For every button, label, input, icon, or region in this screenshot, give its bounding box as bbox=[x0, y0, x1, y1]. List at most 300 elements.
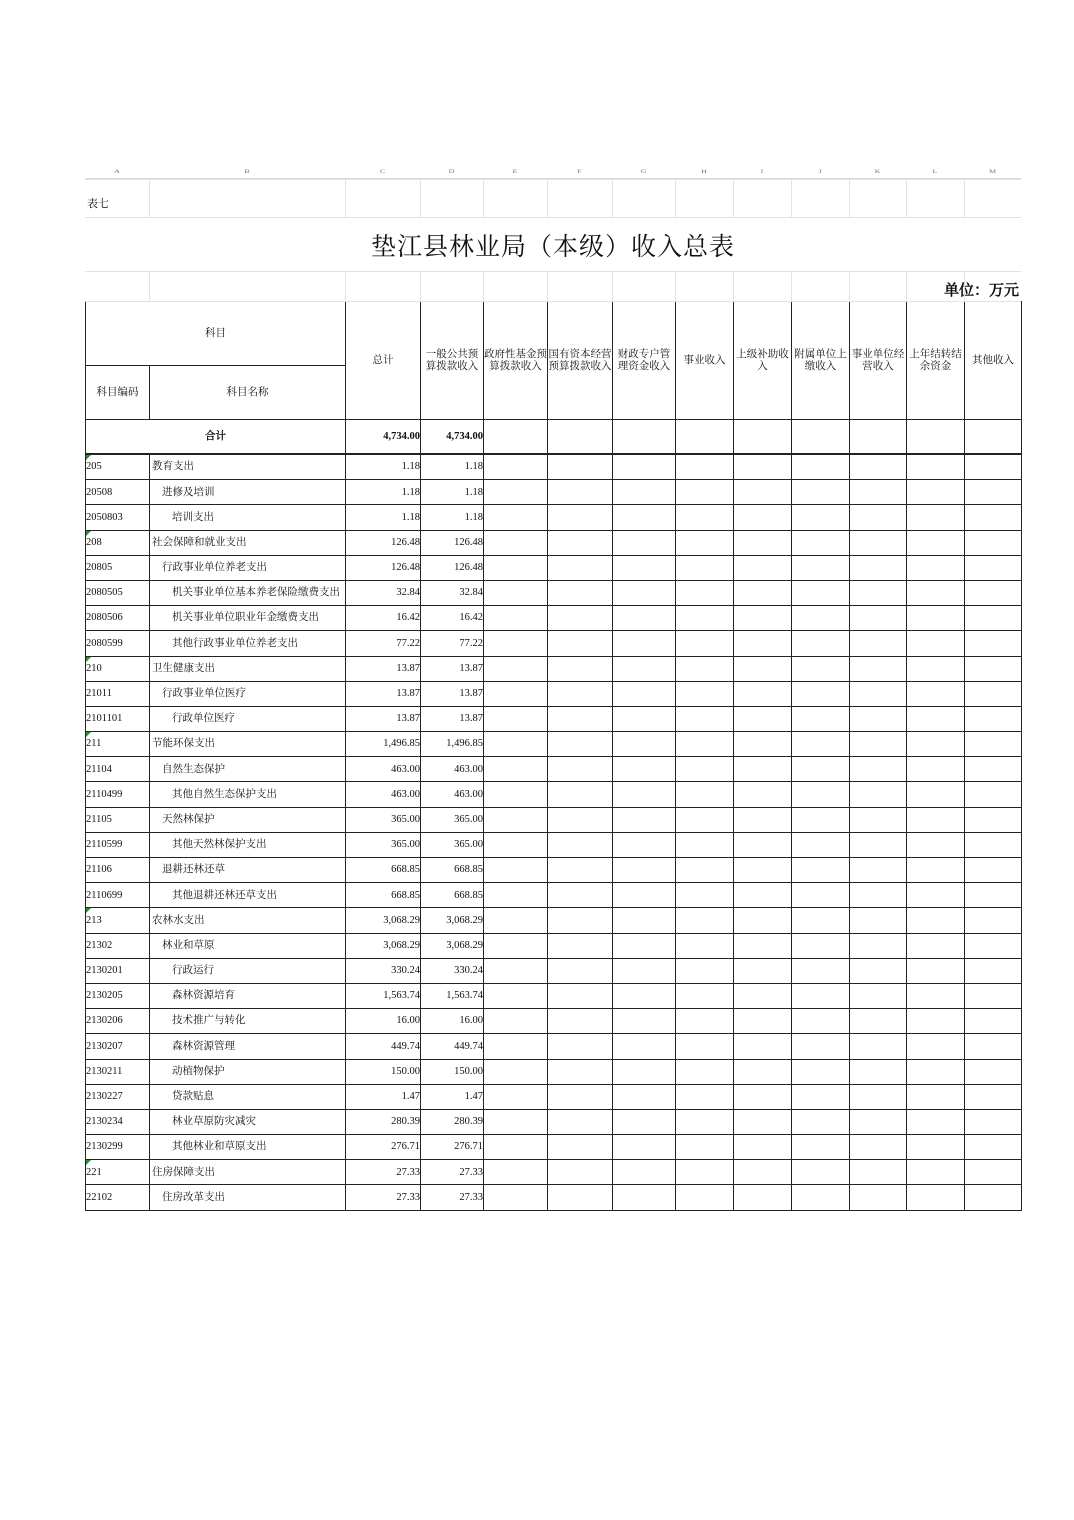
empty-cell[interactable] bbox=[484, 555, 548, 580]
column-letter[interactable]: D bbox=[448, 168, 455, 175]
empty-cell[interactable] bbox=[613, 1059, 676, 1084]
subject-name[interactable]: 进修及培训 bbox=[150, 480, 346, 505]
empty-cell[interactable] bbox=[907, 807, 965, 832]
empty-cell[interactable] bbox=[792, 1135, 850, 1160]
empty-cell[interactable] bbox=[484, 681, 548, 706]
empty-cell[interactable] bbox=[548, 1009, 613, 1034]
empty-cell[interactable] bbox=[907, 883, 965, 908]
subject-name[interactable]: 行政单位医疗 bbox=[150, 706, 346, 731]
empty-cell[interactable] bbox=[734, 480, 792, 505]
empty-cell[interactable] bbox=[484, 706, 548, 731]
subject-name[interactable]: 林业草原防灾减灾 bbox=[150, 1109, 346, 1134]
empty-cell[interactable] bbox=[965, 505, 1022, 530]
empty-cell[interactable] bbox=[850, 1160, 907, 1185]
empty-cell[interactable] bbox=[907, 1185, 965, 1210]
empty-cell[interactable] bbox=[850, 1185, 907, 1210]
empty-cell[interactable] bbox=[613, 1160, 676, 1185]
amount-total[interactable]: 3,068.29 bbox=[346, 933, 421, 958]
subject-code[interactable] bbox=[86, 454, 150, 480]
empty-cell[interactable] bbox=[907, 958, 965, 983]
amount-general[interactable]: 1.18 bbox=[421, 454, 484, 480]
empty-cell[interactable] bbox=[613, 858, 676, 883]
empty-cell[interactable] bbox=[613, 958, 676, 983]
empty-cell[interactable] bbox=[850, 706, 907, 731]
empty-cell[interactable] bbox=[613, 732, 676, 757]
amount-total[interactable]: 1.47 bbox=[346, 1084, 421, 1109]
empty-cell[interactable] bbox=[850, 1009, 907, 1034]
empty-cell[interactable] bbox=[734, 983, 792, 1008]
empty-cell[interactable] bbox=[613, 606, 676, 631]
empty-cell[interactable] bbox=[734, 454, 792, 480]
empty-cell[interactable] bbox=[613, 681, 676, 706]
empty-cell[interactable] bbox=[965, 1109, 1022, 1134]
empty-cell[interactable] bbox=[613, 530, 676, 555]
empty-cell[interactable] bbox=[792, 732, 850, 757]
amount-total[interactable]: 13.87 bbox=[346, 656, 421, 681]
subject-name[interactable]: 天然林保护 bbox=[150, 807, 346, 832]
empty-cell[interactable] bbox=[548, 480, 613, 505]
empty-cell[interactable] bbox=[548, 631, 613, 656]
empty-cell[interactable] bbox=[676, 555, 734, 580]
empty-cell[interactable] bbox=[484, 1109, 548, 1134]
subject-name[interactable]: 教育支出 bbox=[150, 454, 346, 480]
empty-cell[interactable] bbox=[734, 681, 792, 706]
subject-code[interactable] bbox=[86, 1009, 150, 1034]
empty-cell[interactable] bbox=[734, 505, 792, 530]
subject-name[interactable]: 行政事业单位医疗 bbox=[150, 681, 346, 706]
empty-cell[interactable] bbox=[676, 908, 734, 933]
empty-cell[interactable] bbox=[676, 958, 734, 983]
empty-cell[interactable] bbox=[484, 933, 548, 958]
column-letter[interactable]: E bbox=[512, 168, 518, 175]
subject-name[interactable]: 农林水支出 bbox=[150, 908, 346, 933]
subject-code[interactable] bbox=[86, 1034, 150, 1059]
empty-cell[interactable] bbox=[965, 1059, 1022, 1084]
empty-cell[interactable] bbox=[850, 505, 907, 530]
amount-total[interactable]: 13.87 bbox=[346, 706, 421, 731]
empty-cell[interactable] bbox=[548, 530, 613, 555]
subject-name[interactable]: 自然生态保护 bbox=[150, 757, 346, 782]
empty-cell[interactable] bbox=[850, 1135, 907, 1160]
empty-cell[interactable] bbox=[850, 656, 907, 681]
subject-code[interactable] bbox=[86, 983, 150, 1008]
empty-cell[interactable] bbox=[907, 454, 965, 480]
subject-name[interactable]: 林业和草原 bbox=[150, 933, 346, 958]
empty-cell[interactable] bbox=[907, 1059, 965, 1084]
subject-code[interactable] bbox=[86, 656, 150, 681]
subject-code[interactable] bbox=[86, 732, 150, 757]
empty-cell[interactable] bbox=[676, 1135, 734, 1160]
empty-cell[interactable] bbox=[484, 1160, 548, 1185]
empty-cell[interactable] bbox=[907, 480, 965, 505]
empty-cell[interactable] bbox=[734, 807, 792, 832]
empty-cell[interactable] bbox=[734, 1185, 792, 1210]
amount-general[interactable]: 1.18 bbox=[421, 505, 484, 530]
empty-cell[interactable] bbox=[792, 1084, 850, 1109]
column-letter[interactable]: J bbox=[818, 168, 822, 175]
empty-cell[interactable] bbox=[484, 1059, 548, 1084]
empty-cell[interactable] bbox=[734, 883, 792, 908]
subject-name[interactable]: 其他林业和草原支出 bbox=[150, 1135, 346, 1160]
subject-name[interactable]: 动植物保护 bbox=[150, 1059, 346, 1084]
subject-code[interactable] bbox=[86, 807, 150, 832]
empty-cell[interactable] bbox=[484, 1185, 548, 1210]
empty-cell[interactable] bbox=[907, 832, 965, 857]
empty-cell[interactable] bbox=[613, 706, 676, 731]
empty-cell[interactable] bbox=[965, 631, 1022, 656]
empty-cell[interactable] bbox=[734, 656, 792, 681]
empty-cell[interactable] bbox=[965, 580, 1022, 605]
empty-cell[interactable] bbox=[792, 782, 850, 807]
empty-cell[interactable] bbox=[792, 1160, 850, 1185]
subject-name[interactable]: 其他天然林保护支出 bbox=[150, 832, 346, 857]
amount-general[interactable]: 27.33 bbox=[421, 1185, 484, 1210]
empty-cell[interactable] bbox=[548, 732, 613, 757]
empty-cell[interactable] bbox=[548, 606, 613, 631]
empty-cell[interactable] bbox=[792, 681, 850, 706]
empty-cell[interactable] bbox=[548, 681, 613, 706]
empty-cell[interactable] bbox=[548, 555, 613, 580]
empty-cell[interactable] bbox=[484, 782, 548, 807]
empty-cell[interactable] bbox=[907, 706, 965, 731]
empty-cell[interactable] bbox=[676, 1160, 734, 1185]
empty-cell[interactable] bbox=[548, 883, 613, 908]
empty-cell[interactable] bbox=[792, 1009, 850, 1034]
empty-cell[interactable] bbox=[907, 505, 965, 530]
empty-cell[interactable] bbox=[907, 908, 965, 933]
subject-name[interactable]: 其他自然生态保护支出 bbox=[150, 782, 346, 807]
empty-cell[interactable] bbox=[613, 656, 676, 681]
empty-cell[interactable] bbox=[613, 555, 676, 580]
empty-cell[interactable] bbox=[676, 580, 734, 605]
amount-total[interactable]: 668.85 bbox=[346, 883, 421, 908]
amount-general[interactable]: 16.00 bbox=[421, 1009, 484, 1034]
empty-cell[interactable] bbox=[850, 580, 907, 605]
subject-name[interactable]: 行政事业单位养老支出 bbox=[150, 555, 346, 580]
empty-cell[interactable] bbox=[613, 1084, 676, 1109]
empty-cell[interactable] bbox=[676, 480, 734, 505]
empty-cell[interactable] bbox=[965, 706, 1022, 731]
empty-cell[interactable] bbox=[676, 706, 734, 731]
empty-cell[interactable] bbox=[792, 1034, 850, 1059]
empty-cell[interactable] bbox=[734, 908, 792, 933]
empty-cell[interactable] bbox=[965, 757, 1022, 782]
amount-total[interactable]: 280.39 bbox=[346, 1109, 421, 1134]
empty-cell[interactable] bbox=[613, 832, 676, 857]
empty-cell[interactable] bbox=[965, 1135, 1022, 1160]
empty-cell[interactable] bbox=[850, 883, 907, 908]
empty-cell[interactable] bbox=[965, 983, 1022, 1008]
empty-cell[interactable] bbox=[548, 706, 613, 731]
subject-name[interactable]: 其他退耕还林还草支出 bbox=[150, 883, 346, 908]
subject-code[interactable] bbox=[86, 858, 150, 883]
amount-total[interactable]: 150.00 bbox=[346, 1059, 421, 1084]
subject-code[interactable] bbox=[86, 505, 150, 530]
amount-general[interactable]: 668.85 bbox=[421, 858, 484, 883]
column-letter[interactable]: M bbox=[988, 168, 997, 175]
amount-general[interactable]: 13.87 bbox=[421, 681, 484, 706]
empty-cell[interactable] bbox=[792, 908, 850, 933]
empty-cell[interactable] bbox=[907, 656, 965, 681]
empty-cell[interactable] bbox=[613, 983, 676, 1008]
subject-name[interactable]: 行政运行 bbox=[150, 958, 346, 983]
empty-cell[interactable] bbox=[734, 832, 792, 857]
subject-code[interactable] bbox=[86, 1160, 150, 1185]
subject-code[interactable] bbox=[86, 606, 150, 631]
empty-cell[interactable] bbox=[484, 580, 548, 605]
empty-cell[interactable] bbox=[734, 1034, 792, 1059]
amount-general[interactable]: 463.00 bbox=[421, 782, 484, 807]
subject-code[interactable] bbox=[86, 1135, 150, 1160]
subject-code[interactable] bbox=[86, 883, 150, 908]
empty-cell[interactable] bbox=[734, 933, 792, 958]
empty-cell[interactable] bbox=[907, 580, 965, 605]
empty-cell[interactable] bbox=[484, 732, 548, 757]
empty-cell[interactable] bbox=[484, 656, 548, 681]
empty-cell[interactable] bbox=[676, 1084, 734, 1109]
amount-total[interactable]: 463.00 bbox=[346, 782, 421, 807]
empty-cell[interactable] bbox=[613, 1135, 676, 1160]
amount-general[interactable]: 13.87 bbox=[421, 706, 484, 731]
empty-cell[interactable] bbox=[850, 454, 907, 480]
empty-cell[interactable] bbox=[676, 656, 734, 681]
empty-cell[interactable] bbox=[548, 1135, 613, 1160]
subject-name[interactable]: 机关事业单位基本养老保险缴费支出 bbox=[150, 580, 346, 605]
empty-cell[interactable] bbox=[965, 555, 1022, 580]
empty-cell[interactable] bbox=[548, 1185, 613, 1210]
empty-cell[interactable] bbox=[676, 933, 734, 958]
amount-general[interactable]: 668.85 bbox=[421, 883, 484, 908]
empty-cell[interactable] bbox=[907, 1109, 965, 1134]
empty-cell[interactable] bbox=[484, 1034, 548, 1059]
amount-general[interactable]: 32.84 bbox=[421, 580, 484, 605]
amount-total[interactable]: 126.48 bbox=[346, 530, 421, 555]
empty-cell[interactable] bbox=[734, 858, 792, 883]
empty-cell[interactable] bbox=[850, 983, 907, 1008]
amount-total[interactable]: 365.00 bbox=[346, 807, 421, 832]
subject-code[interactable] bbox=[86, 1059, 150, 1084]
amount-general[interactable]: 1.18 bbox=[421, 480, 484, 505]
subject-name[interactable]: 贷款贴息 bbox=[150, 1084, 346, 1109]
empty-cell[interactable] bbox=[676, 631, 734, 656]
amount-total[interactable]: 126.48 bbox=[346, 555, 421, 580]
empty-cell[interactable] bbox=[850, 555, 907, 580]
empty-cell[interactable] bbox=[484, 908, 548, 933]
empty-cell[interactable] bbox=[676, 1009, 734, 1034]
empty-cell[interactable] bbox=[676, 858, 734, 883]
empty-cell[interactable] bbox=[907, 1009, 965, 1034]
empty-cell[interactable] bbox=[965, 832, 1022, 857]
empty-cell[interactable] bbox=[850, 1109, 907, 1134]
amount-general[interactable]: 365.00 bbox=[421, 807, 484, 832]
empty-cell[interactable] bbox=[734, 555, 792, 580]
empty-cell[interactable] bbox=[548, 858, 613, 883]
subject-code[interactable] bbox=[86, 555, 150, 580]
empty-cell[interactable] bbox=[734, 757, 792, 782]
empty-cell[interactable] bbox=[850, 807, 907, 832]
empty-cell[interactable] bbox=[548, 454, 613, 480]
empty-cell[interactable] bbox=[676, 530, 734, 555]
amount-total[interactable]: 330.24 bbox=[346, 958, 421, 983]
empty-cell[interactable] bbox=[613, 933, 676, 958]
column-letter[interactable]: H bbox=[701, 168, 707, 175]
empty-cell[interactable] bbox=[484, 807, 548, 832]
subject-code[interactable] bbox=[86, 681, 150, 706]
empty-cell[interactable] bbox=[850, 1084, 907, 1109]
empty-cell[interactable] bbox=[548, 1034, 613, 1059]
subject-code[interactable] bbox=[86, 782, 150, 807]
empty-cell[interactable] bbox=[548, 807, 613, 832]
empty-cell[interactable] bbox=[850, 958, 907, 983]
empty-cell[interactable] bbox=[484, 480, 548, 505]
empty-cell[interactable] bbox=[734, 1135, 792, 1160]
empty-cell[interactable] bbox=[484, 505, 548, 530]
empty-cell[interactable] bbox=[850, 757, 907, 782]
amount-general[interactable]: 150.00 bbox=[421, 1059, 484, 1084]
empty-cell[interactable] bbox=[676, 1109, 734, 1134]
empty-cell[interactable] bbox=[548, 1059, 613, 1084]
empty-cell[interactable] bbox=[792, 530, 850, 555]
amount-general[interactable]: 449.74 bbox=[421, 1034, 484, 1059]
subject-code[interactable] bbox=[86, 1109, 150, 1134]
amount-total[interactable]: 365.00 bbox=[346, 832, 421, 857]
empty-cell[interactable] bbox=[734, 732, 792, 757]
empty-cell[interactable] bbox=[965, 782, 1022, 807]
subject-code[interactable] bbox=[86, 933, 150, 958]
empty-cell[interactable] bbox=[792, 606, 850, 631]
amount-total[interactable]: 3,068.29 bbox=[346, 908, 421, 933]
empty-cell[interactable] bbox=[850, 681, 907, 706]
empty-cell[interactable] bbox=[734, 1009, 792, 1034]
empty-cell[interactable] bbox=[676, 1059, 734, 1084]
empty-cell[interactable] bbox=[484, 530, 548, 555]
empty-cell[interactable] bbox=[676, 732, 734, 757]
empty-cell[interactable] bbox=[965, 933, 1022, 958]
amount-general[interactable]: 365.00 bbox=[421, 832, 484, 857]
empty-cell[interactable] bbox=[484, 606, 548, 631]
empty-cell[interactable] bbox=[850, 1034, 907, 1059]
empty-cell[interactable] bbox=[548, 505, 613, 530]
empty-cell[interactable] bbox=[792, 631, 850, 656]
empty-cell[interactable] bbox=[792, 1059, 850, 1084]
amount-general[interactable]: 280.39 bbox=[421, 1109, 484, 1134]
subject-code[interactable] bbox=[86, 1084, 150, 1109]
amount-general[interactable]: 330.24 bbox=[421, 958, 484, 983]
empty-cell[interactable] bbox=[734, 631, 792, 656]
empty-cell[interactable] bbox=[484, 454, 548, 480]
empty-cell[interactable] bbox=[965, 656, 1022, 681]
amount-general[interactable]: 3,068.29 bbox=[421, 933, 484, 958]
empty-cell[interactable] bbox=[484, 883, 548, 908]
subject-code[interactable] bbox=[86, 480, 150, 505]
amount-general[interactable]: 3,068.29 bbox=[421, 908, 484, 933]
empty-cell[interactable] bbox=[907, 858, 965, 883]
amount-total[interactable]: 13.87 bbox=[346, 681, 421, 706]
empty-cell[interactable] bbox=[907, 681, 965, 706]
empty-cell[interactable] bbox=[548, 983, 613, 1008]
amount-total[interactable]: 77.22 bbox=[346, 631, 421, 656]
empty-cell[interactable] bbox=[613, 454, 676, 480]
subject-code[interactable] bbox=[86, 958, 150, 983]
empty-cell[interactable] bbox=[676, 883, 734, 908]
amount-total[interactable]: 1,563.74 bbox=[346, 983, 421, 1008]
amount-total[interactable]: 27.33 bbox=[346, 1160, 421, 1185]
amount-total[interactable]: 276.71 bbox=[346, 1135, 421, 1160]
empty-cell[interactable] bbox=[484, 983, 548, 1008]
empty-cell[interactable] bbox=[792, 958, 850, 983]
column-letter[interactable]: F bbox=[577, 168, 582, 175]
empty-cell[interactable] bbox=[792, 757, 850, 782]
empty-cell[interactable] bbox=[850, 606, 907, 631]
subject-name[interactable]: 其他行政事业单位养老支出 bbox=[150, 631, 346, 656]
empty-cell[interactable] bbox=[850, 1059, 907, 1084]
empty-cell[interactable] bbox=[676, 832, 734, 857]
empty-cell[interactable] bbox=[907, 757, 965, 782]
empty-cell[interactable] bbox=[850, 631, 907, 656]
empty-cell[interactable] bbox=[676, 757, 734, 782]
empty-cell[interactable] bbox=[548, 782, 613, 807]
empty-cell[interactable] bbox=[734, 1084, 792, 1109]
subject-name[interactable]: 技术推广与转化 bbox=[150, 1009, 346, 1034]
empty-cell[interactable] bbox=[734, 606, 792, 631]
empty-cell[interactable] bbox=[613, 1109, 676, 1134]
empty-cell[interactable] bbox=[850, 832, 907, 857]
amount-general[interactable]: 276.71 bbox=[421, 1135, 484, 1160]
subject-code[interactable] bbox=[86, 757, 150, 782]
column-letter[interactable]: K bbox=[874, 168, 881, 175]
empty-cell[interactable] bbox=[907, 1160, 965, 1185]
subject-code[interactable] bbox=[86, 1185, 150, 1210]
amount-general[interactable]: 13.87 bbox=[421, 656, 484, 681]
empty-cell[interactable] bbox=[484, 1084, 548, 1109]
empty-cell[interactable] bbox=[734, 706, 792, 731]
amount-general[interactable]: 16.42 bbox=[421, 606, 484, 631]
subject-name[interactable]: 卫生健康支出 bbox=[150, 656, 346, 681]
empty-cell[interactable] bbox=[792, 933, 850, 958]
empty-cell[interactable] bbox=[613, 883, 676, 908]
empty-cell[interactable] bbox=[792, 883, 850, 908]
empty-cell[interactable] bbox=[850, 530, 907, 555]
empty-cell[interactable] bbox=[676, 983, 734, 1008]
amount-total[interactable]: 449.74 bbox=[346, 1034, 421, 1059]
column-letter[interactable]: G bbox=[640, 168, 647, 175]
empty-cell[interactable] bbox=[965, 480, 1022, 505]
subject-code[interactable] bbox=[86, 706, 150, 731]
empty-cell[interactable] bbox=[965, 858, 1022, 883]
empty-cell[interactable] bbox=[548, 580, 613, 605]
column-letter[interactable]: B bbox=[244, 168, 250, 175]
empty-cell[interactable] bbox=[613, 757, 676, 782]
empty-cell[interactable] bbox=[850, 908, 907, 933]
amount-general[interactable]: 77.22 bbox=[421, 631, 484, 656]
empty-cell[interactable] bbox=[734, 530, 792, 555]
subject-code[interactable] bbox=[86, 530, 150, 555]
empty-cell[interactable] bbox=[548, 958, 613, 983]
amount-general[interactable]: 1,563.74 bbox=[421, 983, 484, 1008]
amount-general[interactable]: 126.48 bbox=[421, 530, 484, 555]
empty-cell[interactable] bbox=[792, 1109, 850, 1134]
empty-cell[interactable] bbox=[965, 1034, 1022, 1059]
empty-cell[interactable] bbox=[548, 908, 613, 933]
empty-cell[interactable] bbox=[907, 606, 965, 631]
empty-cell[interactable] bbox=[907, 933, 965, 958]
subject-code[interactable] bbox=[86, 908, 150, 933]
empty-cell[interactable] bbox=[907, 1034, 965, 1059]
empty-cell[interactable] bbox=[676, 1034, 734, 1059]
empty-cell[interactable] bbox=[965, 1084, 1022, 1109]
empty-cell[interactable] bbox=[548, 757, 613, 782]
subject-name[interactable]: 社会保障和就业支出 bbox=[150, 530, 346, 555]
